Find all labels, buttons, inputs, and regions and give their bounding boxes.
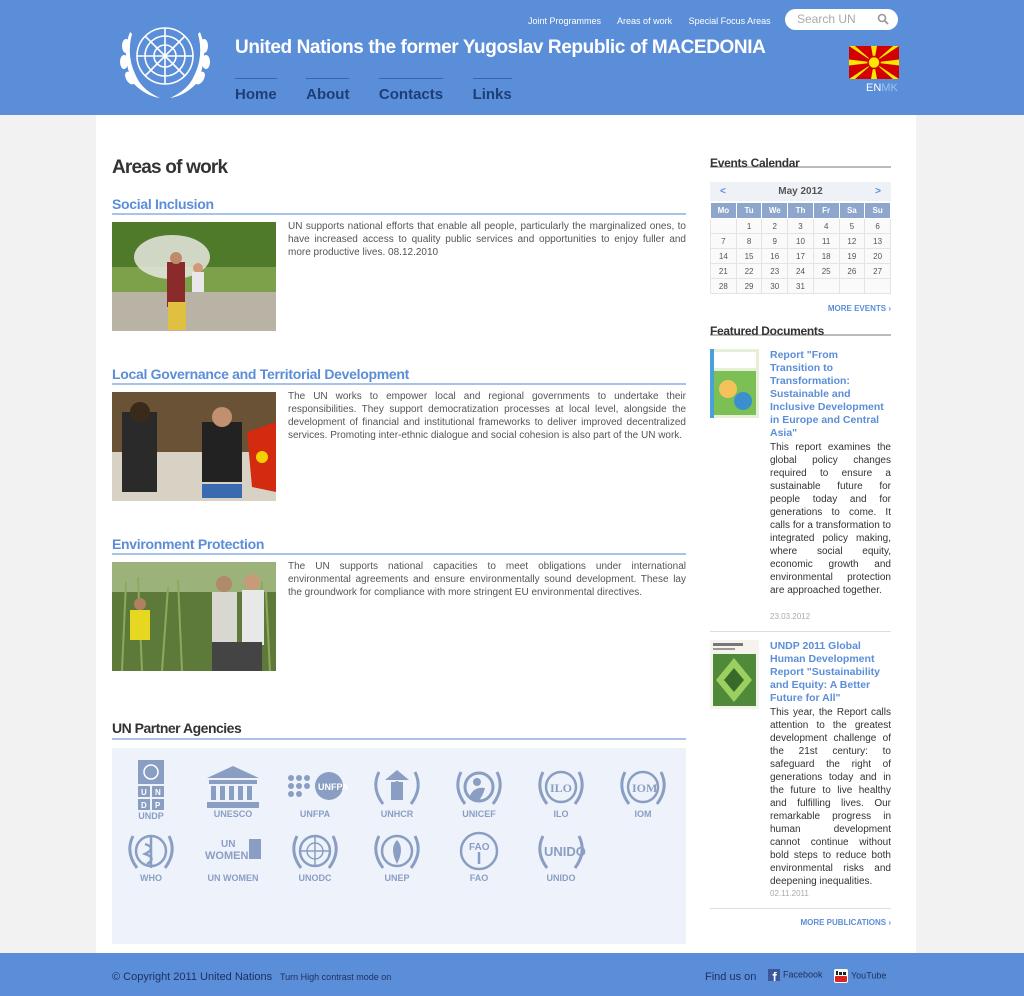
youtube-link[interactable]: [834, 969, 886, 983]
who-logo-icon: [123, 830, 179, 872]
fao-logo-icon: [451, 830, 507, 872]
chevron-right-icon: ›: [888, 918, 891, 927]
svg-text:U: U: [141, 788, 147, 797]
agency-name: UNDP: [138, 811, 164, 821]
calendar-day[interactable]: 5: [839, 219, 865, 234]
document-date: 23.03.2012: [770, 612, 811, 621]
undp-logo-icon: [138, 760, 164, 810]
section-text: The UN works to empower local and regional governments to undertake their responsibilities. They support democratization processes at local level, alongside the development of financial and institutional frameworks to deliver improved decentralized services. Promoting inter-ethnic dialogue and social cohesion is also part of the UN work.: [288, 391, 686, 441]
calendar-week: [711, 234, 891, 249]
agency-name: FAO: [469, 873, 489, 883]
svg-text:WOMEN: WOMEN: [205, 850, 249, 862]
language-switch: [866, 82, 898, 94]
agency-unido[interactable]: [526, 830, 596, 883]
agency-name: UNESCO: [213, 809, 253, 819]
more-events-link[interactable]: [828, 304, 891, 313]
calendar-day[interactable]: 25: [813, 264, 839, 279]
calendar-day[interactable]: 9: [762, 234, 788, 249]
facebook-icon: [768, 969, 780, 981]
calendar-day[interactable]: 19: [839, 249, 865, 264]
calendar-weekday: Tu: [736, 203, 762, 219]
agency-unicef[interactable]: [444, 766, 514, 819]
document-thumbnail[interactable]: [710, 349, 759, 418]
environment-protection-photo[interactable]: [112, 562, 276, 671]
ilo-logo-icon: [533, 766, 589, 808]
agency-name: UNIDO: [546, 873, 576, 883]
section-text: UN supports national efforts that enable all people, particularly the marginalized ones, to have increased access to quality public services and opportunities to enjoy fuller and more productive lives. 08.12.2010: [288, 221, 686, 258]
site-footer: [0, 953, 1024, 996]
calendar-day[interactable]: 11: [813, 234, 839, 249]
document-title[interactable]: Report "From Transition to Transformation: Sustainable and Inclusive Development in Europe and Central Asia": [770, 349, 884, 439]
calendar-day[interactable]: 13: [865, 234, 891, 249]
facebook-label: Facebook: [783, 969, 823, 980]
agency-unep[interactable]: [362, 830, 432, 883]
section-environment-protection: [112, 536, 686, 598]
main-nav: [235, 78, 537, 104]
svg-text:FAO: FAO: [469, 842, 490, 853]
agency-un-women[interactable]: [198, 830, 268, 883]
svg-text:UN: UN: [221, 839, 236, 850]
top-link-areas-of-work[interactable]: Areas of work: [617, 16, 673, 26]
calendar-day[interactable]: 16: [762, 249, 788, 264]
calendar-day[interactable]: 4: [813, 219, 839, 234]
calendar-weekday: Th: [788, 203, 814, 219]
events-calendar-title: Events Calendar: [710, 150, 891, 168]
main-column: [112, 150, 686, 883]
lang-mk[interactable]: MK: [881, 82, 898, 94]
lang-en[interactable]: EN: [866, 82, 882, 94]
un-emblem-logo[interactable]: [112, 12, 218, 102]
calendar-day: [839, 279, 865, 294]
calendar-day[interactable]: 21: [711, 264, 737, 279]
unido-logo-icon: [533, 830, 589, 872]
calendar-day[interactable]: 7: [711, 234, 737, 249]
calendar-day[interactable]: 12: [839, 234, 865, 249]
calendar-next-button[interactable]: >: [875, 186, 881, 197]
agency-name: UNODC: [298, 873, 332, 883]
top-links: [528, 16, 785, 26]
section-text: The UN supports national capacities to meet obligations under international environmental agreements and ensure environmentally sound development. These lay the groundwork for compliance with more stringent EU environmental directives.: [288, 561, 686, 598]
agency-name: ILO: [553, 809, 569, 819]
calendar-day[interactable]: 6: [865, 219, 891, 234]
calendar-day[interactable]: 23: [762, 264, 788, 279]
calendar-day[interactable]: 15: [736, 249, 762, 264]
calendar-week: [711, 279, 891, 294]
section-title[interactable]: Social Inclusion: [112, 196, 686, 215]
calendar-weekday: We: [762, 203, 788, 219]
calendar-day: [865, 279, 891, 294]
un-women-logo-icon: [203, 830, 263, 872]
svg-text:UNIDO: UNIDO: [544, 844, 586, 859]
agency-name: UNICEF: [462, 809, 496, 819]
calendar-header: [710, 182, 891, 201]
agency-undp[interactable]: [116, 760, 186, 821]
calendar-day[interactable]: 18: [813, 249, 839, 264]
calendar-day[interactable]: 3: [788, 219, 814, 234]
calendar-day: [711, 219, 737, 234]
macedonia-flag-icon: [849, 46, 899, 79]
calendar-day[interactable]: 27: [865, 264, 891, 279]
partner-agencies: [112, 720, 686, 883]
featured-documents-title: Featured Documents: [710, 318, 891, 336]
more-events-label: MORE EVENTS: [827, 304, 887, 313]
svg-text:IOM: IOM: [632, 781, 658, 795]
calendar-prev-button[interactable]: <: [720, 186, 726, 197]
calendar-day: [813, 279, 839, 294]
search-icon[interactable]: [877, 13, 889, 25]
nav-home[interactable]: Home: [235, 78, 277, 103]
calendar-day[interactable]: 10: [788, 234, 814, 249]
calendar-month: May 2012: [778, 186, 823, 197]
section-local-governance: [112, 366, 686, 441]
calendar-weekday: Mo: [711, 203, 737, 219]
chevron-right-icon: ›: [888, 304, 891, 313]
calendar-weekday: Sa: [839, 203, 865, 219]
find-us-label: Find us on: [705, 971, 757, 983]
agency-name: UNEP: [384, 873, 410, 883]
calendar-week: [711, 219, 891, 234]
youtube-icon: [834, 969, 848, 983]
agency-name: UN WOMEN: [207, 873, 259, 883]
more-publications-label: MORE PUBLICATIONS: [800, 918, 887, 927]
agency-name: UNFPA: [299, 809, 331, 819]
agency-ilo[interactable]: [526, 766, 596, 819]
nav-links[interactable]: Links: [473, 78, 512, 103]
unodc-logo-icon: [287, 830, 343, 872]
calendar-day[interactable]: 30: [762, 279, 788, 294]
calendar-weekday: Fr: [813, 203, 839, 219]
top-link-special-focus-areas[interactable]: Special Focus Areas: [688, 16, 771, 26]
local-governance-photo[interactable]: [112, 392, 276, 501]
nav-contacts[interactable]: Contacts: [379, 78, 443, 103]
agency-unfpa[interactable]: [280, 766, 350, 819]
agency-fao[interactable]: [444, 830, 514, 883]
search-input[interactable]: [785, 9, 898, 30]
unep-logo-icon: [369, 830, 425, 872]
site-header: [0, 0, 1024, 115]
high-contrast-toggle[interactable]: Turn High contrast mode on: [280, 972, 392, 982]
calendar-weekdays: [711, 203, 891, 219]
calendar-day[interactable]: 17: [788, 249, 814, 264]
svg-text:D: D: [141, 801, 147, 810]
document-date: 02.11.2011: [770, 889, 809, 898]
agency-name: UNHCR: [380, 809, 414, 819]
calendar-days: [711, 219, 891, 294]
document-description: This year, the Report calls attention to the greatest development challenge of the 21st century: to safeguard the right of generations today and in the future to live healthy and fulfilling lives. Our remarkable progress in human development cannot continue without bold steps to reduce both environmental risks and deepening inequalities.: [770, 707, 891, 887]
calendar-grid: [710, 202, 891, 294]
partners-title: UN Partner Agencies: [112, 720, 686, 740]
calendar-day[interactable]: 31: [788, 279, 814, 294]
unhcr-logo-icon: [369, 766, 425, 808]
nav-about[interactable]: About: [306, 78, 349, 103]
section-title[interactable]: Environment Protection: [112, 536, 686, 555]
calendar-week: [711, 264, 891, 279]
unfpa-logo-icon: [285, 766, 349, 808]
calendar-day[interactable]: 22: [736, 264, 762, 279]
search-placeholder: Search UN: [797, 12, 856, 26]
svg-text:N: N: [155, 788, 161, 797]
calendar-day[interactable]: 20: [865, 249, 891, 264]
page-title: Areas of work: [112, 157, 228, 178]
sidebar: [710, 150, 891, 927]
calendar-day[interactable]: 26: [839, 264, 865, 279]
facebook-link[interactable]: [768, 969, 823, 981]
unesco-logo-icon: [205, 766, 261, 808]
social-inclusion-photo[interactable]: [112, 222, 276, 331]
section-social-inclusion: [112, 196, 686, 258]
document-description: This report examines the global policy changes required to ensure a sustainable future for people today and for generations to come. It calls for a transformation to integrated policy making, where social equity, economic growth and environmental protection are approached together.: [770, 442, 891, 596]
section-title[interactable]: Local Governance and Territorial Development: [112, 366, 686, 385]
calendar-day[interactable]: 8: [736, 234, 762, 249]
calendar-day[interactable]: 24: [788, 264, 814, 279]
partners-logo-grid: [112, 748, 686, 944]
more-publications-link[interactable]: [800, 918, 891, 927]
agency-name: IOM: [634, 809, 652, 819]
document-thumbnail[interactable]: [710, 640, 759, 709]
site-title[interactable]: United Nations the former Yugoslav Republic of MACEDONIA: [235, 37, 766, 58]
agency-who[interactable]: [116, 830, 186, 883]
svg-text:UNFPA: UNFPA: [318, 782, 349, 792]
agency-iom[interactable]: [608, 766, 678, 819]
calendar-day[interactable]: 28: [711, 279, 737, 294]
calendar-day[interactable]: 14: [711, 249, 737, 264]
calendar-day[interactable]: 2: [762, 219, 788, 234]
svg-text:ILO: ILO: [550, 781, 573, 795]
document-divider: [710, 908, 891, 909]
calendar-week: [711, 249, 891, 264]
youtube-label: YouTube: [851, 970, 887, 981]
document-title[interactable]: UNDP 2011 Global Human Development Report "Sustainability and Equity: A Better Future for All": [770, 640, 880, 704]
calendar-day[interactable]: 29: [736, 279, 762, 294]
svg-text:P: P: [155, 801, 161, 810]
agency-unhcr[interactable]: [362, 766, 432, 819]
unicef-logo-icon: [451, 766, 507, 808]
top-link-joint-programmes[interactable]: Joint Programmes: [528, 16, 602, 26]
calendar-day[interactable]: 1: [736, 219, 762, 234]
agency-unodc[interactable]: [280, 830, 350, 883]
agency-name: WHO: [140, 873, 162, 883]
iom-logo-icon: [615, 766, 671, 808]
copyright-text: © Copyright 2011 United Nations: [112, 971, 273, 983]
agency-unesco[interactable]: [198, 766, 268, 819]
document-divider: [710, 631, 891, 632]
calendar-weekday: Su: [865, 203, 891, 219]
